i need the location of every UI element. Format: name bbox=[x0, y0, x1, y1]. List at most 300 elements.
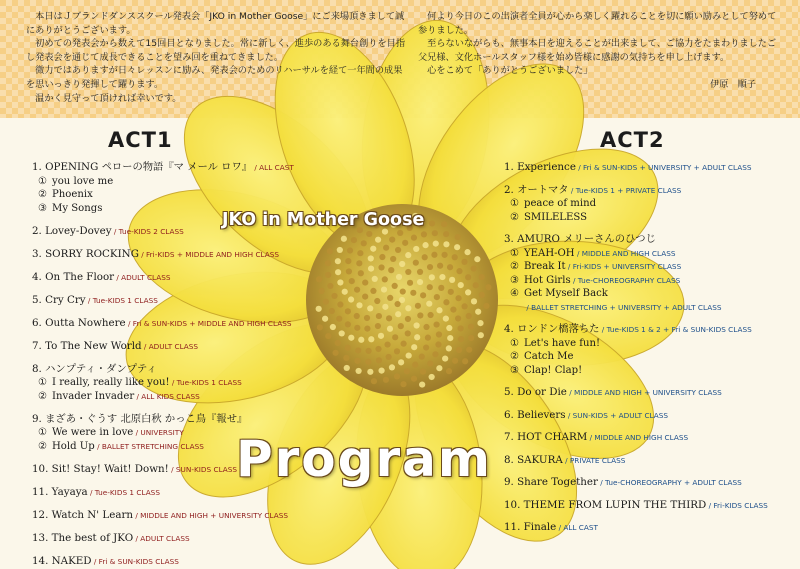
sub-item-title: you love me bbox=[52, 175, 114, 187]
flower-seed bbox=[474, 256, 480, 262]
flower-seed bbox=[435, 341, 441, 347]
flower-seed bbox=[446, 325, 452, 331]
cast-label: / PRIVATE CLASS bbox=[562, 455, 626, 465]
sub-item-title: Clap! Clap! bbox=[524, 364, 583, 376]
flower-seed bbox=[394, 301, 400, 307]
flower-seed bbox=[386, 315, 392, 321]
flower-seed bbox=[376, 313, 382, 319]
program-sub-item bbox=[504, 247, 768, 260]
flower-seed bbox=[475, 309, 481, 315]
program-title-text: 9. まざあ・ぐうす 北原白秋 かっこ鳥『報せ』 bbox=[32, 412, 248, 425]
flower-seed bbox=[441, 221, 447, 227]
sub-item-number: ② bbox=[510, 211, 520, 223]
program-sub-item bbox=[504, 260, 768, 273]
flower-seed bbox=[378, 264, 384, 270]
flower-seed bbox=[448, 289, 454, 295]
sub-item-number: ③ bbox=[510, 364, 520, 376]
program-sub-item bbox=[504, 211, 768, 224]
cast-label: / Fri & SUN-KIDS CLASS bbox=[91, 556, 179, 566]
flower-seed bbox=[354, 325, 360, 331]
program-title: Program bbox=[236, 430, 492, 488]
program-item bbox=[32, 360, 294, 376]
flower-seed bbox=[358, 270, 364, 276]
flower-seed bbox=[376, 357, 382, 363]
program-title-text: 11. Yayaya bbox=[32, 485, 88, 498]
program-sub-item bbox=[32, 426, 294, 439]
flower-seed bbox=[358, 337, 364, 343]
flower-seed bbox=[378, 367, 384, 373]
flower-seed bbox=[471, 298, 477, 304]
flower-seed bbox=[425, 335, 431, 341]
flower-seed bbox=[417, 279, 423, 285]
flower-seed bbox=[337, 247, 343, 253]
flower-seed bbox=[461, 259, 467, 265]
flower-seed bbox=[354, 313, 360, 319]
program-item bbox=[504, 181, 768, 197]
flower-seed bbox=[317, 324, 323, 330]
flower-seed bbox=[433, 321, 439, 327]
flower-seed bbox=[405, 252, 411, 258]
flower-seed bbox=[429, 220, 435, 226]
flower-seed bbox=[362, 293, 368, 299]
program-sub-item bbox=[504, 350, 768, 363]
program-title-text: 9. Share Together bbox=[504, 476, 598, 488]
flower-seed bbox=[330, 324, 336, 330]
flower-seed bbox=[428, 312, 434, 318]
flower-seed bbox=[355, 347, 361, 353]
flower-seed bbox=[395, 311, 401, 317]
sub-item-title: peace of mind bbox=[524, 198, 597, 209]
flower-seed bbox=[375, 323, 381, 329]
program-title-text: 5. Cry Cry bbox=[32, 293, 86, 306]
sub-item-number: ② bbox=[38, 189, 48, 200]
sub-item-number: ② bbox=[38, 390, 48, 402]
flower-seed bbox=[414, 334, 420, 340]
sub-item-number: ② bbox=[510, 261, 520, 272]
flower-seed bbox=[396, 274, 402, 280]
cast-label: / Tue-KIDS 1 CLASS bbox=[85, 295, 158, 305]
flower-seed bbox=[458, 336, 464, 342]
flower-seed bbox=[372, 276, 378, 282]
flower-seed bbox=[389, 364, 395, 370]
flower-seed bbox=[411, 344, 417, 350]
cast-label: / MIDDLE AND HIGH CLASS bbox=[587, 433, 689, 442]
flower-seed bbox=[349, 278, 355, 284]
flower-seed bbox=[400, 288, 406, 294]
flower-seed bbox=[454, 244, 460, 250]
flower-seed bbox=[386, 354, 392, 360]
cast-label: / ALL CAST bbox=[556, 523, 598, 532]
flower-seed bbox=[345, 308, 351, 314]
flower-seed bbox=[412, 362, 418, 368]
flower-seed bbox=[410, 290, 416, 296]
sub-item-title: Invader Invader bbox=[52, 390, 135, 402]
cast-label: / Tue-KIDS 1 CLASS bbox=[87, 487, 160, 497]
flower-seed bbox=[447, 335, 453, 341]
sub-item-number: ④ bbox=[510, 288, 520, 299]
cast-label: / Fri-KIDS + MIDDLE AND HIGH CLASS bbox=[138, 249, 280, 259]
cast-label: / Tue-KIDS 1 & 2 + Fri & SUN-KIDS CLASS bbox=[599, 325, 752, 334]
flower-seed bbox=[335, 258, 341, 264]
flower-seed bbox=[468, 335, 474, 341]
program-title-text: 1. Experience bbox=[504, 161, 576, 173]
flower-seed bbox=[337, 301, 343, 307]
flower-seed bbox=[423, 324, 429, 330]
flower-seed bbox=[478, 332, 484, 338]
flower-seed bbox=[336, 316, 342, 322]
program-title-text: 8. SAKURA bbox=[504, 453, 563, 466]
flower-seed bbox=[398, 323, 404, 329]
sub-item-number: ① bbox=[510, 198, 520, 209]
flower-seed bbox=[436, 365, 442, 371]
flower-seed bbox=[366, 231, 372, 237]
flower-seed bbox=[354, 358, 360, 364]
program-sub-item bbox=[32, 188, 294, 201]
flower-seed bbox=[431, 252, 437, 258]
flower-seed bbox=[322, 316, 328, 322]
flower-seed bbox=[429, 274, 435, 280]
program-sub-item bbox=[504, 364, 768, 377]
flower-seed bbox=[342, 289, 348, 295]
sub-item-title: Break It bbox=[524, 261, 566, 272]
flower-seed bbox=[375, 237, 381, 243]
flower-seed bbox=[414, 322, 420, 328]
sub-item-title: My Songs bbox=[52, 202, 103, 214]
sub-item-number: ① bbox=[38, 175, 48, 187]
program-title-text: 3. AMURO メリーさんのひつじ bbox=[504, 233, 656, 245]
flower-seed bbox=[383, 245, 389, 251]
greeting-paragraph: 至らないながらも、無事本日を迎えることが出来まして、ご協力をたまわりましたご父兄様、文化ホールスタッフ様を始め皆様に感謝の気持ちを申し上げます。 bbox=[418, 38, 777, 63]
program-item bbox=[504, 428, 768, 444]
program-title-text: 2. オートマタ bbox=[504, 183, 569, 196]
program-item bbox=[32, 506, 294, 522]
program-sub-item bbox=[504, 287, 768, 300]
flower-seed bbox=[392, 334, 398, 340]
flower-seed bbox=[325, 272, 331, 278]
flower-seed bbox=[368, 255, 374, 261]
flower-seed bbox=[443, 315, 449, 321]
flower-seed bbox=[327, 248, 333, 254]
flower-seed bbox=[449, 277, 455, 283]
cast-label: / Fri-KIDS + UNIVERSITY CLASS bbox=[565, 262, 682, 271]
flower-seed bbox=[458, 282, 464, 288]
flower-seed bbox=[381, 286, 387, 292]
flower-seed bbox=[318, 288, 324, 294]
program-item bbox=[504, 451, 768, 467]
program-title-text: 3. SORRY ROCKING bbox=[32, 247, 139, 260]
program-title-text: 7. HOT CHARM bbox=[504, 431, 588, 443]
flower-seed bbox=[411, 376, 417, 382]
act2-program-list bbox=[504, 158, 768, 534]
program-title-text: 7. To The New World bbox=[32, 339, 142, 352]
flower-seed bbox=[394, 373, 400, 379]
flower-seed bbox=[354, 287, 360, 293]
flower-seed bbox=[339, 330, 345, 336]
cast-label: / SUN-KIDS + ADULT CLASS bbox=[565, 410, 669, 420]
flower-seed bbox=[468, 324, 474, 330]
cast-label: / Tue-KIDS 1 CLASS bbox=[169, 378, 242, 387]
flower-seed bbox=[443, 231, 449, 237]
flower-seed bbox=[389, 237, 395, 243]
greeting-paragraph: 温かく見守って頂ければ幸いです。 bbox=[26, 92, 182, 104]
flower-seed bbox=[434, 294, 440, 300]
flower-seed bbox=[465, 274, 471, 280]
flower-seed bbox=[399, 261, 405, 267]
program-sub-item bbox=[32, 175, 294, 188]
program-item bbox=[504, 518, 768, 534]
act1-heading: ACT1 bbox=[108, 128, 173, 152]
program-item bbox=[504, 406, 768, 422]
flower-seed bbox=[466, 313, 472, 319]
cast-label: / ADULT CLASS bbox=[114, 272, 171, 282]
flower-seed bbox=[347, 247, 353, 253]
flower-seed bbox=[421, 231, 427, 237]
flower-seed bbox=[382, 276, 388, 282]
flower-seed bbox=[382, 304, 388, 310]
flower-seed bbox=[335, 340, 341, 346]
flower-seed bbox=[422, 242, 428, 248]
program-title-text: 5. Do or Die bbox=[504, 386, 567, 398]
sub-item-title: Hot Girls bbox=[524, 274, 571, 286]
flower-seed bbox=[450, 307, 456, 313]
program-title-text: 13. The best of JKO bbox=[32, 531, 134, 544]
flower-seed bbox=[370, 288, 376, 294]
flower-seed bbox=[331, 293, 337, 299]
cast-label: / BALLET STRETCHING CLASS bbox=[94, 441, 204, 451]
cast-label: / Tue-CHOREOGRAPHY CLASS bbox=[570, 275, 681, 285]
greeting-paragraph: 微力ではありますが日々レッスンに励み、発表会のためのリハーサルを経て一年間の成果を思いっきり発揮して躍ります。 bbox=[26, 65, 403, 90]
flower-seed bbox=[346, 268, 352, 274]
flower-seed bbox=[458, 325, 464, 331]
program-item bbox=[32, 337, 294, 353]
flower-seed bbox=[316, 276, 322, 282]
flower-seed bbox=[405, 269, 411, 275]
cast-label: / Fri-KIDS CLASS bbox=[706, 500, 768, 510]
cast-label: / MIDDLE AND HIGH + UNIVERSITY CLASS bbox=[566, 388, 722, 397]
flower-seed bbox=[420, 292, 426, 298]
cast-label: / Tue-KIDS 1 + PRIVATE CLASS bbox=[568, 185, 682, 195]
flower-seed bbox=[436, 331, 442, 337]
flower-seed bbox=[316, 306, 322, 312]
program-sub-item bbox=[32, 376, 294, 389]
flower-seed bbox=[402, 240, 408, 246]
cast-label: / ALL KIDS CLASS bbox=[134, 391, 200, 401]
cast-label: / Tue-KIDS 2 CLASS bbox=[111, 226, 184, 236]
greeting-paragraph: 本日はＪブランドダンススクール発表会「JKO in Mother Goose」にご来場頂きまして誠にありがとうございます。 bbox=[26, 11, 405, 36]
flower-seed bbox=[446, 368, 452, 374]
flower-seed bbox=[462, 303, 468, 309]
program-item bbox=[32, 222, 294, 238]
flower-seed bbox=[356, 368, 362, 374]
flower-seed bbox=[417, 269, 423, 275]
program-title-text: 14. NAKED bbox=[32, 554, 92, 567]
program-sub-item bbox=[32, 440, 294, 453]
flower-seed bbox=[345, 258, 351, 264]
flower-seed bbox=[419, 381, 425, 387]
flower-seed bbox=[452, 358, 458, 364]
program-item bbox=[504, 383, 768, 399]
sub-item-title: I really, really like you! bbox=[52, 377, 170, 388]
program-item bbox=[504, 230, 768, 246]
program-item bbox=[32, 268, 294, 284]
flower-seed bbox=[343, 355, 349, 361]
flower-seed bbox=[379, 254, 385, 260]
program-title-text: 4. On The Floor bbox=[32, 270, 115, 283]
flower-seed bbox=[456, 268, 462, 274]
greeting-paragraph: 初めての発表会から数えて15回目となりました。常に新しく、進歩のある舞台創りを目指し発表会を通じて成長できることを望み回を重ねてきました。 bbox=[26, 38, 406, 63]
flower-seed bbox=[455, 315, 461, 321]
act2-heading: ACT2 bbox=[600, 128, 665, 152]
cast-label: / BALLET STRETCHING + UNIVERSITY + ADULT CLASS bbox=[524, 302, 722, 312]
flower-seed bbox=[394, 348, 400, 354]
flower-seed bbox=[441, 252, 447, 258]
sub-item-number: ② bbox=[38, 440, 48, 452]
cast-label: / UNIVERSITY bbox=[133, 428, 184, 437]
act1-program-list bbox=[32, 158, 294, 568]
program-item bbox=[504, 158, 768, 174]
flower-seed bbox=[426, 301, 432, 307]
flower-seed bbox=[455, 295, 461, 301]
flower-seed bbox=[405, 330, 411, 336]
flower-seed bbox=[351, 237, 357, 243]
flower-seed bbox=[446, 345, 452, 351]
flower-seed bbox=[462, 358, 468, 364]
flower-seed bbox=[406, 352, 412, 358]
flower-seed bbox=[367, 369, 373, 375]
flower-seed bbox=[375, 346, 381, 352]
flower-seed bbox=[344, 365, 350, 371]
flower-seed bbox=[392, 283, 398, 289]
flower-seed bbox=[417, 312, 423, 318]
program-title-text: 6. Believers bbox=[504, 408, 566, 421]
flower-seed bbox=[362, 279, 368, 285]
flower-seed bbox=[443, 299, 449, 305]
program-item bbox=[32, 460, 294, 476]
flower-seed bbox=[422, 254, 428, 260]
program-sub-item bbox=[504, 337, 768, 350]
program-item bbox=[32, 483, 294, 499]
flower-seed bbox=[432, 351, 438, 357]
program-title-text: 4. ロンドン橋落ちた bbox=[504, 323, 600, 335]
flower-seed bbox=[390, 256, 396, 262]
program-item bbox=[504, 496, 768, 512]
flower-seed bbox=[357, 250, 363, 256]
flower-seed bbox=[335, 269, 341, 275]
flower-seed bbox=[397, 230, 403, 236]
sub-item-number: ① bbox=[510, 337, 520, 349]
flower-seed bbox=[383, 377, 389, 383]
flower-seed bbox=[348, 296, 354, 302]
flower-seed bbox=[473, 282, 479, 288]
flower-seed bbox=[432, 230, 438, 236]
flower-seed bbox=[420, 369, 426, 375]
sub-item-title: Get Myself Back bbox=[524, 288, 608, 299]
flower-seed bbox=[455, 234, 461, 240]
flower-seed bbox=[404, 368, 410, 374]
flower-seed bbox=[436, 307, 442, 313]
flower-seed bbox=[348, 335, 354, 341]
flower-seed bbox=[368, 336, 374, 342]
flower-seed bbox=[329, 308, 335, 314]
flower-seed bbox=[483, 303, 489, 309]
flower-seed bbox=[400, 381, 406, 387]
flower-seed bbox=[364, 326, 370, 332]
flower-seed bbox=[323, 299, 329, 305]
flower-seed bbox=[332, 350, 338, 356]
cast-label: / ADULT CLASS bbox=[133, 533, 190, 543]
flower-seed bbox=[327, 283, 333, 289]
program-item bbox=[32, 158, 294, 174]
flower-seed bbox=[364, 315, 370, 321]
flower-seed bbox=[471, 265, 477, 271]
cast-label: / MIDDLE AND HIGH + UNIVERSITY CLASS bbox=[133, 510, 288, 520]
flower-seed bbox=[427, 264, 433, 270]
flower-seed bbox=[368, 266, 374, 272]
sub-item-title: SMILELESS bbox=[524, 211, 588, 223]
sub-item-title: Hold Up bbox=[52, 440, 95, 452]
sub-item-number: ① bbox=[38, 377, 48, 388]
flower-seed bbox=[437, 263, 443, 269]
flower-seed bbox=[429, 374, 435, 380]
flower-seed bbox=[371, 378, 377, 384]
sub-item-number: ③ bbox=[38, 202, 48, 214]
sub-item-title: Let's have fun! bbox=[524, 337, 601, 349]
sub-item-number: ③ bbox=[510, 274, 520, 286]
flower-seed bbox=[439, 274, 445, 280]
flower-seed bbox=[361, 240, 367, 246]
sub-item-title: YEAH-OH bbox=[524, 247, 575, 259]
flower-seed bbox=[419, 354, 425, 360]
cast-label: / SUN-KIDS CLASS bbox=[168, 464, 238, 474]
flower-seed bbox=[411, 235, 417, 241]
flower-seed bbox=[384, 341, 390, 347]
flower-seed bbox=[345, 321, 351, 327]
flower-seed bbox=[477, 320, 483, 326]
greeting-paragraph: 心をこめて「ありがとうございました」 bbox=[418, 65, 593, 77]
flower-seed bbox=[398, 359, 404, 365]
sub-item-title: Phoenix bbox=[52, 189, 93, 200]
program-item bbox=[504, 320, 768, 336]
program-item bbox=[32, 314, 294, 330]
flower-seed bbox=[479, 292, 485, 298]
flower-seed bbox=[427, 284, 433, 290]
cast-label: / ALL CAST bbox=[252, 163, 294, 172]
flower-seed bbox=[413, 246, 419, 252]
program-item bbox=[32, 291, 294, 307]
program-sub-item bbox=[504, 274, 768, 287]
flower-seed bbox=[423, 344, 429, 350]
flower-seed bbox=[438, 285, 444, 291]
program-sub-item bbox=[32, 202, 294, 215]
sub-item-title: We were in love bbox=[52, 427, 134, 438]
program-title-text: 8. ハンプティ・ダンプティ bbox=[32, 362, 157, 375]
flower-seed bbox=[443, 241, 449, 247]
program-item bbox=[32, 529, 294, 545]
flower-seed bbox=[400, 341, 406, 347]
program-title-text: 2. Lovey-Dovey bbox=[32, 224, 112, 237]
greeting-paragraph: 何より今日のこの出演者全員が心から楽しく躍れることを切に願い励みとして努めて参りました。 bbox=[418, 11, 777, 36]
flower-seed bbox=[365, 359, 371, 365]
program-title-text: 11. Finale bbox=[504, 521, 557, 533]
flower-seed bbox=[367, 305, 373, 311]
flower-seed bbox=[405, 305, 411, 311]
program-item bbox=[32, 410, 294, 426]
flower-seed bbox=[370, 246, 376, 252]
flower-seed bbox=[456, 347, 462, 353]
flower-seed bbox=[356, 260, 362, 266]
cast-label: / MIDDLE AND HIGH CLASS bbox=[574, 248, 676, 258]
flower-seed bbox=[387, 326, 393, 332]
